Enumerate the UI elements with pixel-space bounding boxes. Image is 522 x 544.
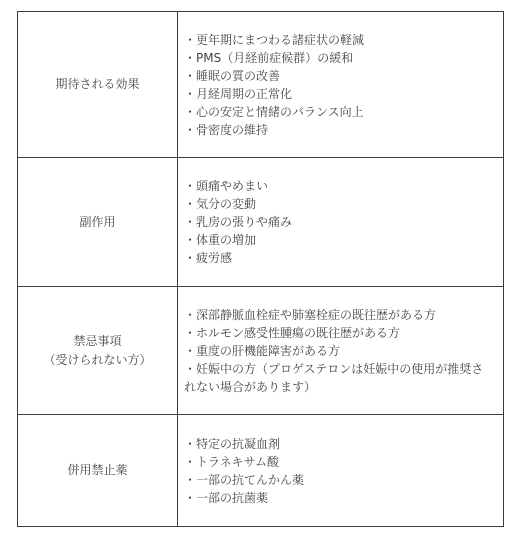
list-item: ・特定の抗凝血剤 (184, 436, 281, 451)
table-row-prohibited-drugs (18, 415, 504, 527)
list-item: ・更年期にまつわる諸症状の軽減 (184, 32, 365, 47)
row-label-text: 禁忌事項 (73, 333, 122, 348)
row-label-subtext: （受けられない方） (43, 352, 152, 367)
row-label-text: 併用禁止薬 (67, 463, 128, 477)
list-item: ・深部静脈血栓症や肺塞栓症の既往歴がある方 (184, 307, 437, 322)
list-item: ・頭痛やめまい (184, 179, 269, 193)
list-item: ・心の安定と情緒のバランス向上 (184, 104, 364, 119)
list-item: ・重度の肝機能障害がある方 (184, 343, 341, 358)
row-label-contraindications (18, 287, 178, 415)
list-item: ・月経周期の正常化 (184, 86, 293, 101)
list-item: ・PMS（月経前症候群）の緩和 (184, 50, 354, 65)
list-item: ・妊娠中の方（プロゲステロンは妊娠中の使用が推奨されない場合があります） (184, 361, 484, 394)
row-label-text: 期待される効果 (55, 77, 140, 91)
list-item: ・一部の抗菌薬 (184, 490, 269, 505)
row-value-contraindications (178, 287, 504, 415)
table-row-side-effects (18, 158, 504, 287)
contraindications-list (184, 306, 495, 396)
list-item: ・一部の抗てんかん薬 (184, 472, 305, 487)
row-label-prohibited-drugs (18, 415, 178, 527)
row-label-text: 副作用 (79, 214, 116, 229)
list-item: ・乳房の張りや痛み (184, 215, 293, 229)
row-label-expected-effects (18, 12, 178, 158)
table-row-contraindications (18, 287, 504, 415)
list-item: ・気分の変動 (184, 197, 257, 211)
expected-effects-list (184, 31, 495, 139)
side-effects-list (184, 177, 495, 267)
list-item: ・疲労感 (184, 251, 233, 265)
list-item: ・骨密度の維持 (184, 122, 269, 137)
list-item: ・ホルモン感受性腫瘍の既往歴がある方 (184, 325, 401, 340)
list-item: ・トラネキサム酸 (184, 454, 280, 469)
row-label-side-effects (18, 158, 178, 287)
row-value-expected-effects (178, 12, 504, 158)
row-value-side-effects (178, 158, 504, 287)
list-item: ・体重の増加 (184, 233, 257, 247)
table-row-expected-effects (18, 12, 504, 158)
prohibited-drugs-list (184, 435, 495, 507)
list-item: ・睡眠の質の改善 (184, 68, 281, 83)
info-table (17, 11, 504, 527)
row-value-prohibited-drugs (178, 415, 504, 527)
